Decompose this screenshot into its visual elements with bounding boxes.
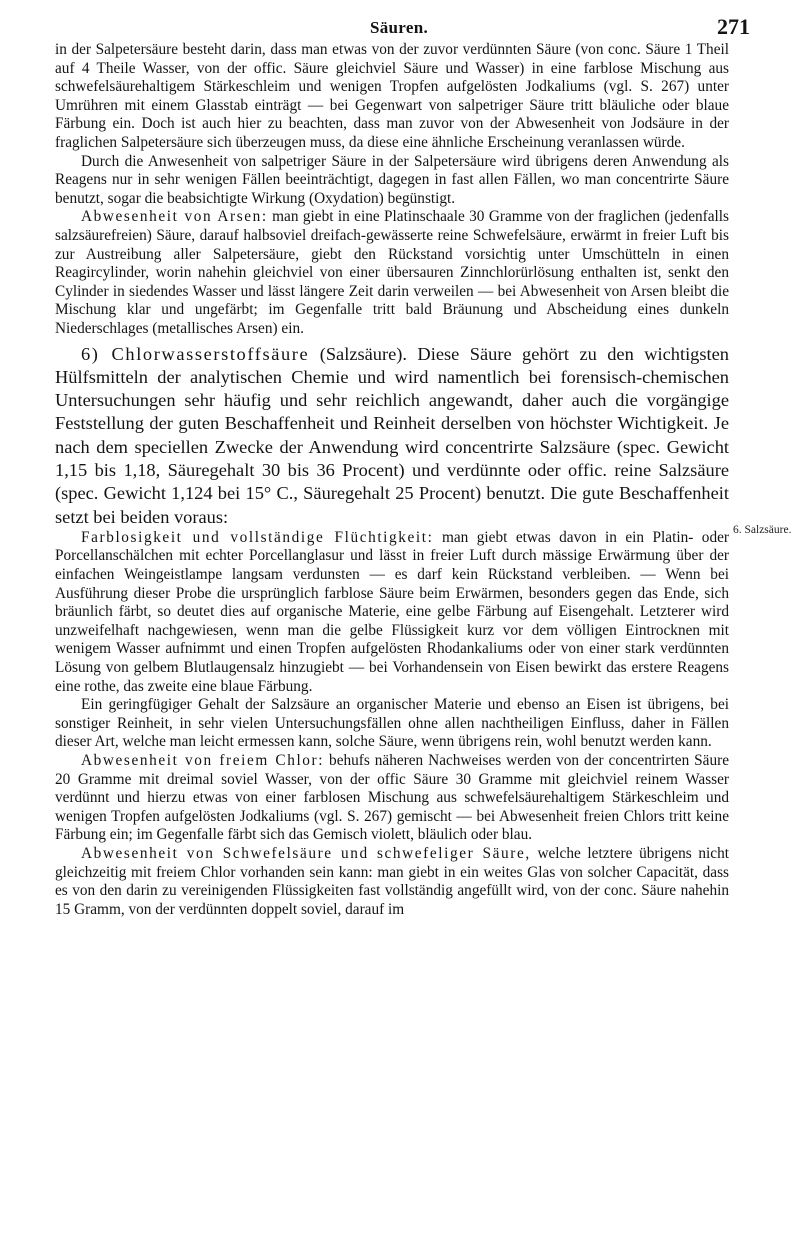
paragraph-text: man giebt in eine Platinschaale 30 Gramme von der fraglichen (jedenfalls salzsäurefreien) Säure, darauf halbsoviel dreifach-gewässerte reine Schwefelsäure, erwärmt in freier Luft bis zur Austreibung aller Salpetersäure, giebt den Rückstand vorsichtig unter Umschütteln in einen Reagircylinder, worin nahehin gleichviel von einer übersauren Zinnchlorürlösung enthalten ist, senkt den Cylinder in siedendes Wasser und lässt längere Zeit darin verweilen — bei Abwesenheit von Arsen bleibt die Mischung klar und ungefärbt; im Gegenfalle tritt bald Bräunung und Abscheidung eines dunkeln Niederschlages (metallisches Arsen) ein. <box>55 208 730 337</box>
paragraph-lead: Abwesenheit von Arsen: <box>81 208 268 226</box>
paragraph-lead: Farblosigkeit und vollständige Flüchtigkeit: <box>81 528 434 546</box>
running-head <box>48 14 750 40</box>
section-heading: 6) Chlorwasserstoffsäure <box>81 343 310 364</box>
paragraph-organische-materie: Ein geringfügiger Gehalt der Salzsäure an organischer Materie und ebenso an Eisen ist übrigens, bei sonstiger Reinheit, in sehr vielen Untersuchungsfällen ohne allen nachtheiligen Einfluss, daher in Fällen dieser Art, welche man leicht ermessen kann, solche Säure, wenn übrigens rein, wohl benutzt werden kann. <box>55 696 729 751</box>
margin-note: 6. Salzsäure. <box>733 524 792 536</box>
paragraph-continuation: in der Salpetersäure besteht darin, dass man etwas von der zuvor verdünnten Säure (von conc. Säure 1 Theil auf 4 Theile Wasser, von der offic. Säure gleichviel Säure und Wasser) in eine farblose Mischung aus schwefelsäurehaltigem Stärkeschleim und wenigen Tropfen aufgelösten Jodkaliums (vgl. S. 267) unter Umrühren mit einem Glasstab einträgt — bei Gegenwart von salpetriger Säure tritt bläuliche oder blaue Färbung ein. Doch ist auch hier zu beachten, dass man zuvor von der Abwesenheit von Jodsäure in der fraglichen Salpetersäure sich überzeugen muss, da diese eine ähnliche Erscheinung veranlassen würde. <box>55 41 729 151</box>
paragraph-text: welche letztere übrigens nicht gleichzeitig mit freiem Chlor vorhanden sein kann: man giebt in ein weites Glas von solcher Capacität, dass es von den darin zu vereinigenden Flüssigkeiten fast vollständig angefüllt wird, von der conc. Säure nahehin 15 Gramm, von der verdünnten doppelt soviel, darauf im <box>55 844 729 918</box>
paragraph-arsen <box>55 208 729 338</box>
page-number: 271 <box>717 14 750 39</box>
paragraph-text: man giebt etwas davon in ein Platin- oder Porcellanschälchen mit echter Porcellanglasur und lässt in freier Luft durch mässige Erwärmung über der einfachen Weingeistlampe langsam verdunsten — es darf kein Rückstand verbleiben. — Wenn bei Ausführung dieser Probe die ursprünglich farblose Säure beim Erwärmen, besonders gegen das Ende, sich bräunlich färbt, so deutet dies auf organische Materie, eine gelbe Färbung auf Eisengehalt. Letzterer wird unzweifelhaft nachgewiesen, wenn man die gelbe Flüssigkeit kurz vor dem völligen Eintrocknen mit wenigem Wasser aufnimmt und einen Tropfen aufgelösten Rhodankaliums oder von einer stark verdünnten Lösung von gelbem Blutlaugensalz hinzugiebt — bei Vorhandensein von Eisen bewirkt das erstere Reagens eine rothe, das zweite eine blaue Färbung. <box>55 528 729 695</box>
paragraph-salpetrige-saeure: Durch die Anwesenheit von salpetriger Säure in der Salpetersäure wird übrigens deren Anwendung als Reagens nur in sehr wenigen Fällen beeinträchtigt, dagegen in fast allen Fällen, wo man concentrirte Säure benutzt, sogar die beabsichtigte Wirkung (Oxydation) begünstigt. <box>55 152 729 207</box>
paragraph-farblosigkeit <box>55 529 729 696</box>
paragraph-lead: Abwesenheit von Schwefelsäure und schwefeliger Säure, <box>81 844 531 862</box>
running-title: Säuren. <box>370 18 428 37</box>
section-salzsaeure <box>55 343 729 529</box>
page-body <box>55 41 729 919</box>
paragraph-lead: Abwesenheit von freiem Chlor: <box>81 752 325 769</box>
paragraph-schwefelsaeure <box>55 845 729 919</box>
section-text: (Salzsäure). Diese Säure gehört zu den wichtigsten Hülfsmitteln der analytischen Chemie und wird namentlich bei forensisch-chemischen Untersuchungen sehr häufig und sehr reichlich angewandt, daher auch die vorgängige Feststellung der guten Beschaffenheit und Reinheit derselben von höchster Wichtigkeit. Je nach dem speciellen Zwecke der Anwendung wird concentrirte Salzsäure (spec. Gewicht 1,15 bis 1,18, Säuregehalt 30 bis 36 Procent) und verdünnte oder offic. reine Salzsäure (spec. Gewicht 1,124 bei 15° C., Säuregehalt 25 Procent) benutzt. Die gute Beschaffenheit setzt bei beiden voraus: <box>55 343 729 527</box>
paragraph-chlor <box>55 752 729 845</box>
paragraph-text: behufs näheren Nachweises werden von der concentrirten Säure 20 Gramme mit dreimal soviel Wasser, von der offic Säure 30 Gramme mit gleichviel reinem Wasser verdünnt und hierzu etwas von einer farblosen Mischung aus schwefelsäurehaltigem Stärkeschleim und wenigen Tropfen aufgelösten Jodkaliums (vgl. S. 267) gemischt — bei Abwesenheit freien Chlors tritt keine Färbung ein; im Gegenfalle färbt sich das Gemisch violett, bläulich oder blau. <box>55 752 730 844</box>
